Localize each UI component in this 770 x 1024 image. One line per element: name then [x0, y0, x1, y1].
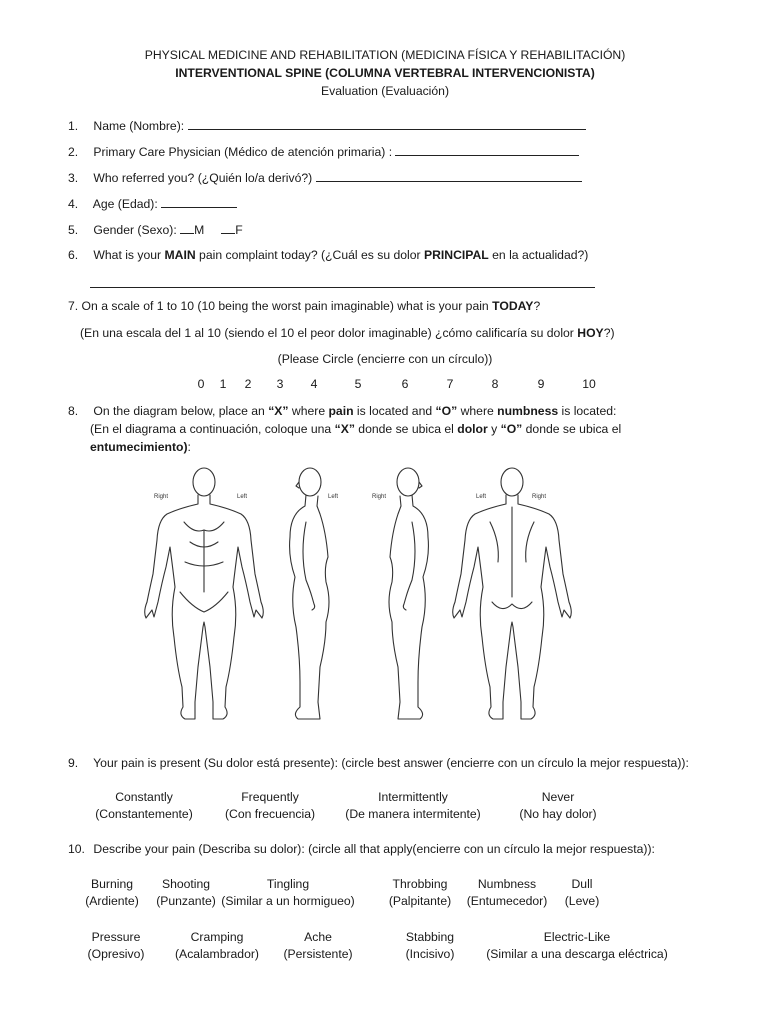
- gender-female-blank[interactable]: [221, 222, 235, 234]
- physician-field[interactable]: [395, 144, 579, 156]
- question-age: [68, 196, 237, 211]
- header-specialty: INTERVENTIONAL SPINE (COLUMNA VERTEBRAL INTERVENCIONISTA): [175, 66, 595, 80]
- option-spanish: (Ardiente): [85, 894, 139, 908]
- frequency-option-1[interactable]: [225, 789, 315, 823]
- option-spanish: (Palpitante): [388, 894, 452, 908]
- question-number: 4.: [68, 197, 79, 211]
- question-number: 9.: [68, 756, 79, 770]
- mark-x: “X”: [268, 404, 289, 418]
- option-english: Stabbing: [405, 930, 455, 944]
- frequency-option-2[interactable]: [345, 789, 480, 823]
- question-name: [68, 118, 586, 133]
- question-label: 7. On a scale of 1 to 10 (10 being the worst pain imaginable) what is your pain: [68, 299, 493, 313]
- instruction-text-es: donde se ubica el: [522, 422, 622, 436]
- question-label: Age (Edad):: [92, 197, 158, 211]
- main-complaint-field[interactable]: [90, 276, 595, 291]
- side-body-figure-left-facing[interactable]: [290, 468, 329, 719]
- option-spanish: (Acalambrador): [175, 947, 259, 961]
- mark-x: “X”: [334, 422, 355, 436]
- question-label: Gender (Sexo):: [93, 223, 177, 237]
- question-label-es-end: ?): [603, 326, 615, 340]
- side2-right-label: Right: [372, 494, 387, 500]
- question-main-complaint: [68, 248, 588, 262]
- pain-scale-option-0[interactable]: 0: [197, 377, 205, 391]
- question-label-es: (En una escala del 1 al 10 (siendo el 10 el peor dolor imaginable) ¿cómo calificaría su dolor: [80, 326, 578, 340]
- description-option-row2-0[interactable]: [88, 929, 145, 963]
- question-body-diagram-spanish-2: [90, 440, 191, 454]
- option-english: Ache: [304, 930, 332, 944]
- referral-field[interactable]: [316, 170, 582, 182]
- emphasis-today: TODAY: [492, 299, 534, 313]
- front-right-label: Right: [154, 494, 169, 500]
- option-english: Burning: [90, 877, 134, 891]
- description-option-1[interactable]: [156, 876, 216, 910]
- instruction-text: On the diagram below, place an: [93, 404, 269, 418]
- option-spanish: (Leve): [564, 894, 600, 908]
- question-label: Primary Care Physician (Médico de atención primaria) :: [93, 145, 393, 159]
- frequency-option-3[interactable]: [519, 789, 596, 823]
- circle-instruction: (Please Circle (encierre con un círculo)): [277, 352, 493, 366]
- description-option-row2-2[interactable]: [283, 929, 352, 963]
- description-option-5[interactable]: [565, 876, 600, 910]
- pain-scale-option-9[interactable]: 9: [537, 377, 545, 391]
- question-number: 3.: [68, 171, 79, 185]
- option-english: Numbness: [477, 877, 537, 891]
- pain-scale-option-5[interactable]: 5: [354, 377, 362, 391]
- gender-male-label: M: [194, 223, 205, 237]
- question-referred-by: [68, 170, 582, 185]
- option-english: Throbbing: [392, 877, 448, 891]
- description-option-row2-1[interactable]: [175, 929, 259, 963]
- option-spanish: (De manera intermitente): [345, 807, 481, 821]
- question-number: 6.: [68, 248, 79, 262]
- front-left-label: Left: [237, 494, 248, 500]
- question-pain-scale-spanish: [80, 326, 615, 340]
- back-left-label: Left: [476, 494, 487, 500]
- option-english: Frequently: [241, 790, 299, 804]
- option-english: Pressure: [91, 930, 141, 944]
- description-option-3[interactable]: [389, 876, 451, 910]
- option-spanish: (Incisivo): [405, 947, 455, 961]
- description-option-2[interactable]: [221, 876, 354, 910]
- question-label: What is your: [93, 248, 165, 262]
- instruction-text-es: (En el diagrama a continuación, coloque una: [90, 422, 335, 436]
- description-option-0[interactable]: [85, 876, 139, 910]
- header-form-title: Evaluation (Evaluación): [320, 84, 450, 98]
- option-english: Constantly: [115, 790, 173, 804]
- instruction-text: is located and: [353, 404, 436, 418]
- emphasis-hoy: HOY: [577, 326, 604, 340]
- name-field[interactable]: [188, 118, 586, 130]
- option-spanish: (Entumecedor): [466, 894, 548, 908]
- option-english: Never: [541, 790, 575, 804]
- back-body-figure[interactable]: [453, 468, 572, 719]
- pain-scale-option-10[interactable]: 10: [582, 377, 596, 391]
- option-english: Intermittently: [378, 790, 448, 804]
- question-label: Who referred you? (¿Quién lo/a derivó?): [93, 171, 313, 185]
- emphasis-entumecimiento: entumecimiento): [90, 440, 188, 454]
- question-primary-care-physician: [68, 144, 579, 159]
- pain-scale-option-3[interactable]: 3: [276, 377, 284, 391]
- question-label: Your pain is present (Su dolor está presente): (circle best answer (encierre con un círculo la mejor respuesta)):: [93, 756, 689, 770]
- frequency-option-0[interactable]: [95, 789, 193, 823]
- option-spanish: (Similar a una descarga eléctrica): [486, 947, 668, 961]
- back-right-label: Right: [532, 494, 547, 500]
- instruction-text-es: y: [487, 422, 501, 436]
- side-body-figure-right-facing[interactable]: [389, 468, 428, 719]
- question-number: 5.: [68, 223, 79, 237]
- question-label: Name (Nombre):: [93, 119, 185, 133]
- pain-scale-option-4[interactable]: 4: [310, 377, 318, 391]
- question-pain-scale: [68, 299, 540, 313]
- option-english: Tingling: [266, 877, 310, 891]
- gender-female-label: F: [235, 223, 243, 237]
- pain-scale-option-6[interactable]: 6: [401, 377, 409, 391]
- mark-o: “O”: [500, 422, 523, 436]
- question-number: 2.: [68, 145, 79, 159]
- option-spanish: (Persistente): [283, 947, 353, 961]
- instruction-text: where: [457, 404, 498, 418]
- option-spanish: (Constantemente): [95, 807, 193, 821]
- option-spanish: (Similar a un hormigueo): [221, 894, 355, 908]
- age-field[interactable]: [161, 196, 237, 208]
- side1-left-label: Left: [328, 494, 339, 500]
- option-spanish: (Opresivo): [87, 947, 145, 961]
- description-option-row2-4[interactable]: [486, 929, 668, 963]
- option-spanish: (No hay dolor): [519, 807, 597, 821]
- emphasis-numbness: numbness: [497, 404, 559, 418]
- question-number: 1.: [68, 119, 79, 133]
- pain-scale-option-7[interactable]: 7: [446, 377, 454, 391]
- emphasis-principal: PRINCIPAL: [423, 248, 489, 262]
- question-label: Describe your pain (Describa su dolor): (circle all that apply(encierre con un círculo la mejor respuesta)):: [93, 842, 655, 856]
- question-body-diagram: [68, 404, 616, 418]
- description-option-4[interactable]: [467, 876, 548, 910]
- body-diagram[interactable]: [140, 462, 590, 742]
- emphasis-pain: pain: [328, 404, 354, 418]
- header-department: PHYSICAL MEDICINE AND REHABILITATION (MEDICINA FÍSICA Y REHABILITACIÓN): [144, 48, 626, 62]
- instruction-text: where: [288, 404, 329, 418]
- emphasis-dolor: dolor: [457, 422, 488, 436]
- mark-o: “O”: [435, 404, 458, 418]
- pain-scale-option-1[interactable]: 1: [219, 377, 227, 391]
- question-number: 8.: [68, 404, 79, 418]
- question-pain-description: [68, 842, 655, 856]
- emphasis-main: MAIN: [164, 248, 196, 262]
- question-label-cont: pain complaint today? (¿Cuál es su dolor: [195, 248, 424, 262]
- instruction-text-es: donde se ubica el: [354, 422, 458, 436]
- option-english: Dull: [571, 877, 593, 891]
- gender-male-blank[interactable]: [180, 222, 194, 234]
- pain-scale-option-8[interactable]: 8: [491, 377, 499, 391]
- option-spanish: (Con frecuencia): [224, 807, 316, 821]
- question-label-end: ?: [533, 299, 541, 313]
- pain-scale-option-2[interactable]: 2: [244, 377, 252, 391]
- question-gender: [68, 222, 243, 237]
- question-label-end: en la actualidad?): [488, 248, 589, 262]
- question-body-diagram-spanish: [90, 422, 621, 436]
- description-option-row2-3[interactable]: [406, 929, 455, 963]
- option-spanish: (Punzante): [156, 894, 216, 908]
- option-english: Electric-Like: [543, 930, 611, 944]
- question-pain-frequency: [68, 756, 689, 770]
- option-english: Shooting: [161, 877, 211, 891]
- instruction-text-es: :: [187, 440, 191, 454]
- question-number: 10.: [68, 842, 85, 856]
- front-body-figure[interactable]: [145, 468, 264, 719]
- instruction-text: is located:: [558, 404, 617, 418]
- option-english: Cramping: [190, 930, 244, 944]
